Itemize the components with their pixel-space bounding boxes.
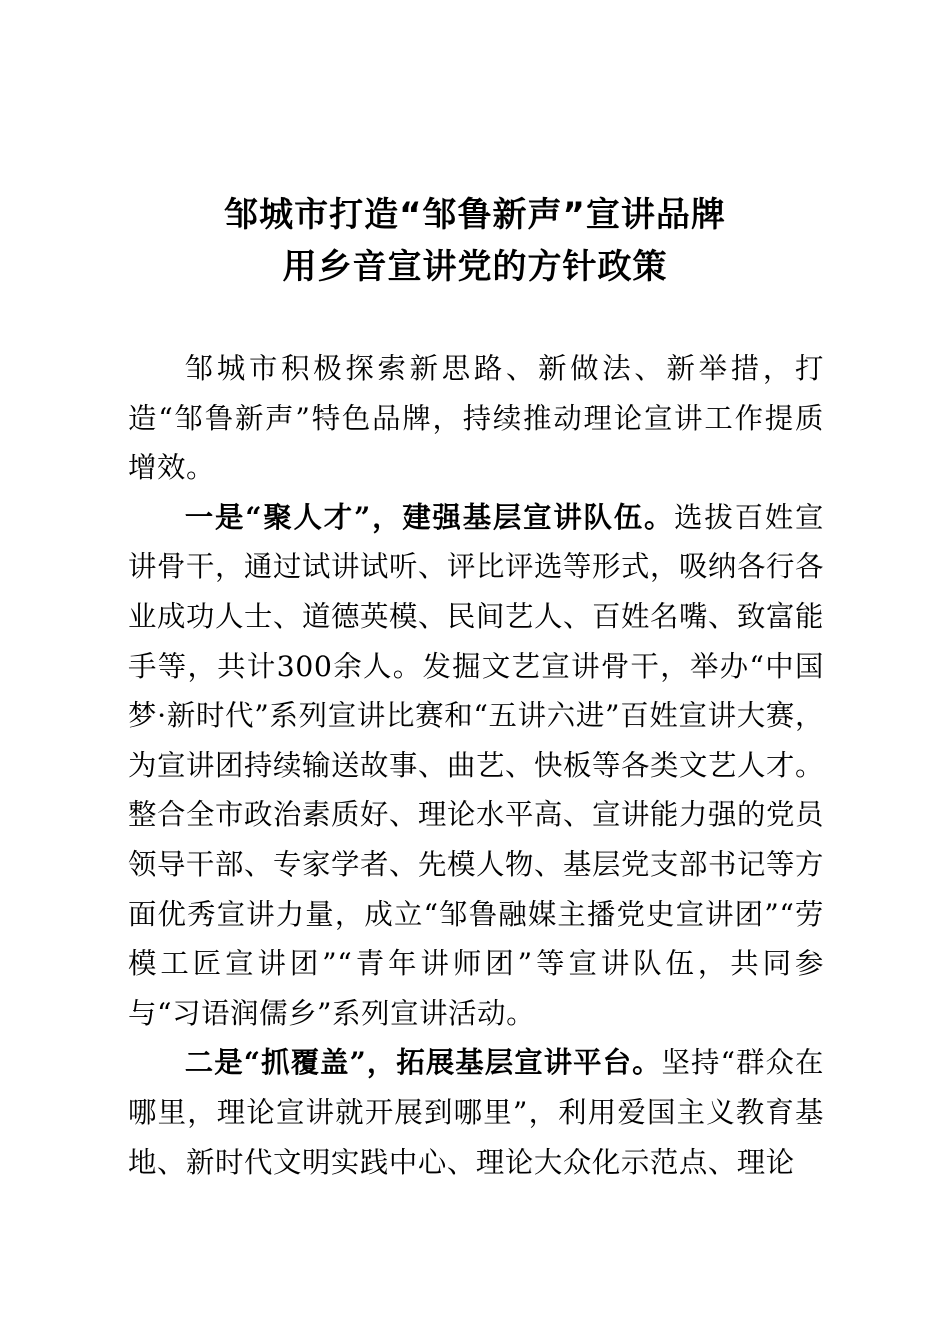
- paragraph-coverage-text: 坚持“群众在哪里，理论宣讲就开展到哪里”，利用爱国主义教育基地、新时代文明实践中心、理论大众化示范点、理论: [128, 1046, 824, 1179]
- document-title-line-2: 用乡音宣讲党的方针政策: [282, 247, 668, 287]
- document-title-line-1: 邹城市打造“邹鲁新声”宣讲品牌: [224, 195, 726, 235]
- paragraph-intro-text: 邹城市积极探索新思路、新做法、新举措，打造“邹鲁新声”特色品牌，持续推动理论宣讲工作提质增效。: [128, 352, 824, 485]
- paragraph-talent: [128, 493, 824, 1039]
- document-body: [128, 344, 824, 1187]
- paragraph-coverage: [128, 1038, 824, 1187]
- paragraph-coverage-heading: 二是“抓覆盖”，拓展基层宣讲平台。: [184, 1045, 662, 1080]
- paragraph-intro: [128, 344, 824, 493]
- paragraph-talent-heading: 一是“聚人才”，建强基层宣讲队伍。: [184, 499, 675, 534]
- paragraph-talent-text: 选拔百姓宣讲骨干，通过试讲试听、评比评选等形式，吸纳各行各业成功人士、道德英模、民间艺人、百姓名嘴、致富能手等，共计300余人。发掘文艺宣讲骨干，举办“中国梦·新时代”系列宣讲比赛和“五讲六进”百姓宣讲大赛，为宣讲团持续输送故事、曲艺、快板等各类文艺人才。整合全市政治素质好、理论水平高、宣讲能力强的党员领导干部、专家学者、先模人物、基层党支部书记等方面优秀宣讲力量，成立“邹鲁融媒主播党史宣讲团”“劳模工匠宣讲团”“青年讲师团”等宣讲队伍，共同参与“习语润儒乡”系列宣讲活动。: [128, 500, 824, 1030]
